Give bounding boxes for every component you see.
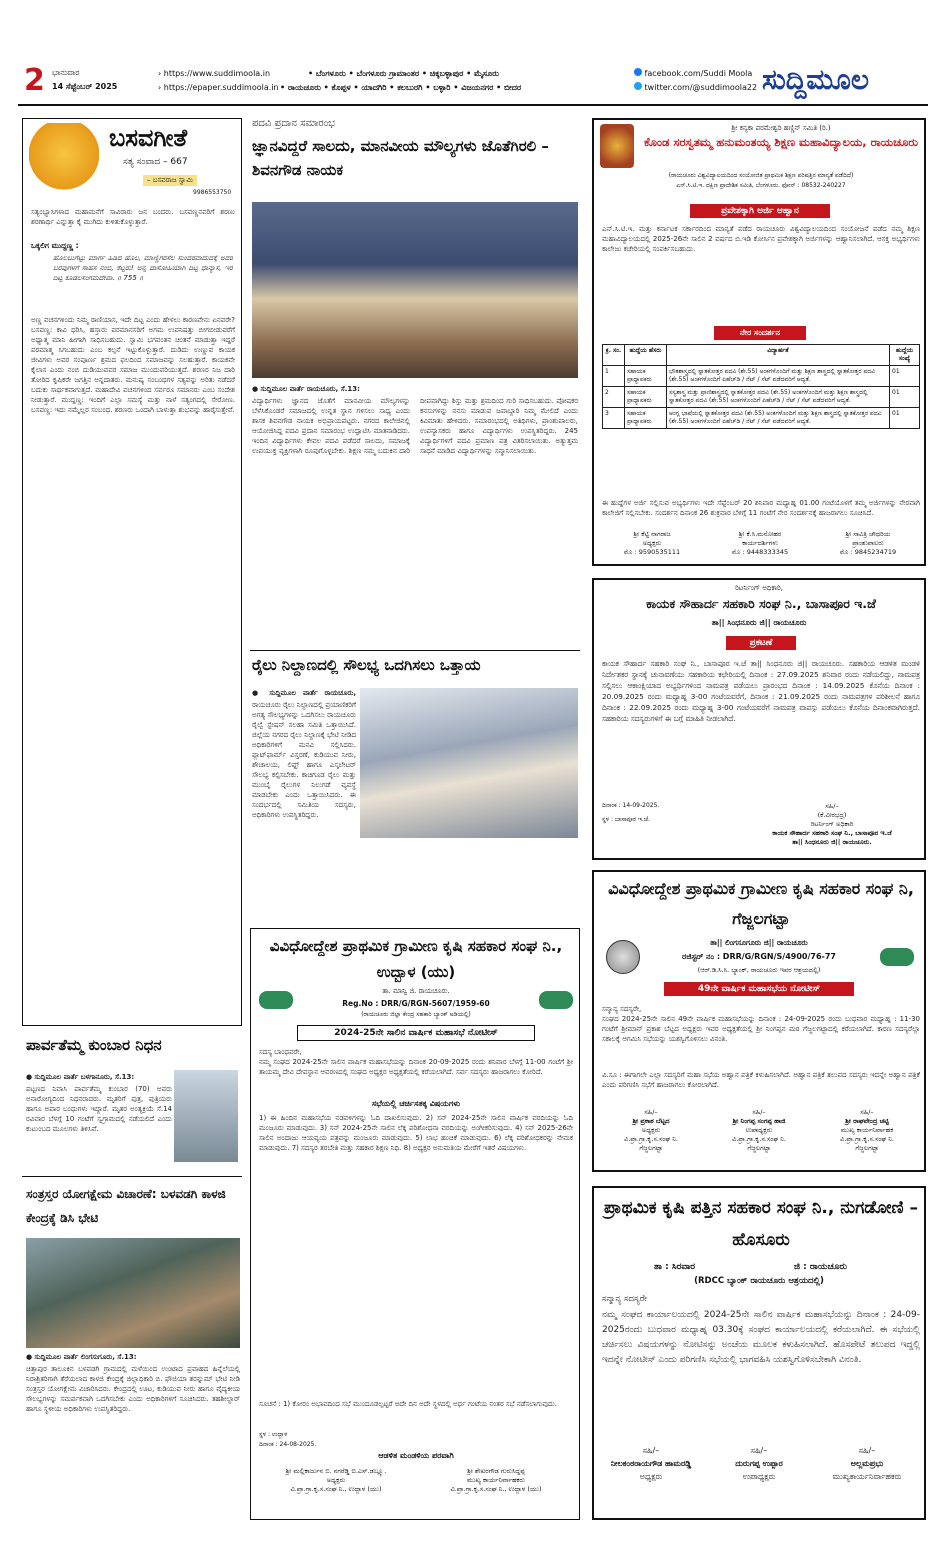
graduation-body: ವಿದ್ಯಾರ್ಥಿಗಳು ಜ್ಞಾನದ ಜೊತೆಗೆ ಮಾನವೀಯ ಮೌಲ್ಯಗಳನ್ನು ಬೆಳೆಸಿಕೊಂಡರೆ ಸಮಾಜದಲ್ಲಿ ಉನ್ನತ ಸ್ಥಾನ ಗಳಿಸಲು ಸಾಧ್ಯ ಎಂದು ಶಾಸಕ ಶಿವನಗೌಡ ನಾಯಕ ಅಭಿಪ್ರಾಯಪಟ್ಟರು. ನಗರದ ಕಾಲೇಜಿನಲ್ಲಿ ಆಯೋಜಿಸಿದ್ದ ಪದವಿ ಪ್ರದಾನ ಸಮಾರಂಭ ಉದ್ಘಾಟಿಸಿ ಮಾತನಾಡಿದರು. ಇಂದಿನ ವಿದ್ಯಾರ್ಥಿಗಳು ಕೇವಲ ಪದವಿ ಪಡೆದರೆ ಸಾಲದು, ಸಮಾಜಕ್ಕೆ ಉಪಯುಕ್ತ ವ್ಯಕ್ತಿಗಳಾಗಿ ರೂಪುಗೊಳ್ಳಬೇಕು. ಶಿಕ್ಷಣ ನಮ್ಮ ಬದುಕಿನ ದಾರಿ ದೀಪವಾಗಿದ್ದು ಶಿಸ್ತು ಮತ್ತು ಶ್ರಮದಿಂದ ಗುರಿ ಸಾಧಿಸಬಹುದು. ಪೋಷಕರ ಕನಸುಗಳನ್ನು ನನಸು ಮಾಡುವ ಜವಾಬ್ದಾರಿ ನಿಮ್ಮ ಮೇಲಿದೆ ಎಂದು ಕಿವಿಮಾತು ಹೇಳಿದರು. ಸಮಾರಂಭದಲ್ಲಿ ಅತಿಥಿಗಳು, ಪ್ರಾಂಶುಪಾಲರು, ಉಪನ್ಯಾಸಕರು ಹಾಗೂ ವಿದ್ಯಾರ್ಥಿಗಳು ಉಪಸ್ಥಿತರಿದ್ದರು. 245 ವಿದ್ಯಾರ್ಥಿಗಳಿಗೆ ಪದವಿ ಪ್ರಮಾಣ ಪತ್ರ ವಿತರಿಸಲಾಯಿತು. ಅತ್ಯುತ್ತಮ ಸಾಧನೆ ಮಾಡಿದ ವಿದ್ಯಾರ್ಥಿಗಳನ್ನು ಸನ್ಮಾನಿಸಲಾಯಿತು.: [252, 397, 578, 455]
issue-date: 14 ಸೆಪ್ಟೆಂಬರ್ 2025: [52, 82, 118, 91]
gejjal-sub2: (ಆರ್.ಡಿ.ಸಿ.ಸಿ. ಬ್ಯಾಂಕ್, ರಾಯಚೂರು ಇವರ ಆಶ್ರಯದಲ್ಲಿ): [697, 966, 821, 974]
rail-article: [250, 654, 580, 924]
basava-portrait: [29, 123, 99, 201]
table-cell: 01: [890, 387, 920, 408]
basava-column: [22, 118, 242, 1026]
col-header: ಕ್ರ. ಸಂ.: [603, 345, 625, 366]
twitter-icon: [634, 82, 642, 90]
udbal-place: ಸ್ಥಳ : ಉದ್ಬಾಳ: [259, 1431, 288, 1438]
udbal-sub2: (ರಾಯಚೂರು ಜಿಲ್ಲಾ ಕೇಂದ್ರ ಸಹಕಾರಿ ಬ್ಯಾಂಕ್ ಅಡಿಯಲ್ಲಿ): [361, 1011, 471, 1018]
vachana-text: ಹೊಲಬುಗೆಟ್ಟು ಮಾರ್ಗ ಹಿಡಿದ ಹೊಲ, ಮಾಣ್ಣಿಗರಸೆಲ ಸುಂದರವಾದುದಕ್ಕೆ ಅದರ ಬರವುಗಳಗೆ ಸಾಹಸ ನಂಬಿ, ಕೆಟ್ಟರು! ಅನ್ನ ದಾಸೋಹಿಯಾಗಿ ದಿಟ್ಟ ಧಾನ್ಯಾಸ, ಇರೆ ದಿಟ್ಟ ಕೂಡಲಸಂಗಮದೇವಾ. ॥ 755 ॥: [53, 254, 233, 282]
divider: [250, 650, 580, 651]
table-row: [603, 408, 920, 429]
arrow-icon: ›: [158, 69, 164, 78]
gejjal-sign-3: ಸಹಿ/– ಶ್ರೀ ರಾಘವೇಂದ್ರ ಚಟ್ಟಿ ಮುಖ್ಯ ಕಾರ್ಯನಿರ್ವಾಹಕ ವಿ.ಪ್ರಾ.ಗ್ರಾ.ಕೃ.ಸ.ಸಂಘ ನಿ. ಗೆಜ್ಜಲಗಟ್ಟಾ: [840, 1108, 894, 1152]
website-link[interactable]: › https://www.suddimoola.in: [158, 69, 271, 78]
masthead-divider: [18, 104, 928, 106]
facebook-icon: [634, 68, 642, 76]
gejjal-ad: [592, 870, 926, 1172]
basava-body: ಅಣ್ಣ ವಚನಗಳಿಂದು ನಿಮ್ಮ ರಾಣಿಯಾಸ, ಇದೇ ದಿಟ್ಟ ಎಂದು ಹೇಳಲು ಕಾರಣವೇನು ಏನವರೇ? ಬಸವಣ್ಣ: ಕಾವಿ ಧರಿಸಿ, ಹಸ್ತಾರು ಪರಮಾನಸರಿಗೆ ಅಗಮ ಉಪನಿಷತ್ತು ಬೀಗಬೀಡುವರೆಗೆ ಅಧ್ಯಾತ್ಮ ಮಾನಿ ಹೀಗಾಗಿ ಸಾಧಿಸಬಹುದು. ಸ್ವಾಮಿ ಭಗವಂತನ ಚಿಂತನೆ ಮಾಡುತ್ತಾ ಇದ್ದರೆ ಪರಮಾತ್ಮ ಸಿಗಬಹುದು ಎಂಬ ಕಲ್ಪನೆ ಇಟ್ಟುಕೊಳ್ಳುತ್ತಾರೆ. ದುಡಿದು ಉಣ್ಣುವ ಕಾಯಕ ಜೀವಿಗಳು ಅವರ ಸಂಪೂರ್ಣ ಶ್ರಮದ ಫಲದಿಂದ ಸಮಾಜವನ್ನು ಸಲಹುತ್ತಾರೆ. ಕಾಯಕವೇ ಕೈಲಾಸ ಎಂದು ನಂಬಿ ದುಡಿಯುವವರ ಸಮಾಜ ಮುಂದುವರಿಯುತ್ತದೆ. ಶರಣರ ನಿಜ ದಾರಿ ತೋರಿದ ಕೃಷಿಕರೇ ಜಗತ್ತಿನ ಅನ್ನದಾತರು. ಮನುಷ್ಯ ಸಂಬಂಧಗಳ ಸತ್ಯವನ್ನು ಅರಿತು ನಡೆದರೆ ಬದುಕು ಸಾರ್ಥಕವಾಗುತ್ತದೆ. ಮಹಾದೇವಿ ವಚನಗಳಿಂದ ಸರ್ವರೂ ಸಮಾನರು ಎಂಬ ಸಂದೇಶ ನೀಡುತ್ತಾರೆ. ಮುದ್ದಣ್ಣ: ಇಂದಿಗೆ ಎಲ್ಲಾ ಸಮಸ್ಯೆ ಮತ್ತು ನಾಳೆ ಸತ್ಯಂಗದಲ್ಲಿ ಸೇರೋಣ. ಬಸವಣ್ಣ: ಇದು ನಮ್ಮೆಲ್ಲರ ಸಂಬಂಧ. ಶರಣರು ಒಂದಾಗಿ ಬಾಳುತ್ತಾ ಶುಭವನ್ನು ಹಾರೈಸುತ್ತೇವೆ.: [31, 316, 235, 414]
rail-photo: [360, 688, 578, 838]
college-banner: ಪ್ರವೇಶಕ್ಕಾಗಿ ಅರ್ಜಿ ಆಹ್ವಾನ: [690, 204, 830, 218]
basava-author: – ಬಸವರಾಜ ಸ್ವಾಮಿ: [143, 175, 197, 186]
kayaka-sub: ತಾ|| ಸಿಂಧನೂರು ಜಿ|| ರಾಯಚೂರು: [711, 618, 807, 627]
rail-dateline: ● ಸುದ್ದಿಮೂಲ ವಾರ್ತೆ ರಾಯಚೂರು,: [252, 689, 356, 697]
kayaka-body: ಕಾಯಕ ಸೌಹಾರ್ದ ಸಹಕಾರಿ ಸಂಘ ನಿ., ಬಾಸಾಪೂರ ಇ.ಜೆ ತಾ|| ಸಿಂಧನೂರು ಜಿ|| ರಾಯಚೂರು. ಸಹಕಾರಿಯ ಆಡಳಿತ ಮಂಡಳಿ ನಿರ್ದೇಶಕರ ಸ್ಥಾನಕ್ಕೆ ಚುನಾವಣೆಯು ಸಹಕಾರಿಯ ಕಛೇರಿಯಲ್ಲಿ ದಿನಾಂಕ : 27.09.2025 ಶನಿವಾರ ರಂದು ನಡೆಯಲಿದ್ದು, ನಾಮಪತ್ರ ಸಲ್ಲಿಸಲು ಆಕಾಂಕ್ಷಿಯಾದ ಅಭ್ಯರ್ಥಿಗಳಿಂದ ನಾಮಪತ್ರ ಪಡೆಯಲು ಪ್ರಾರಂಭದ ದಿನಾಂಕ : 14.09.2025 ಕೊನೆಯ ದಿನಾಂಕ : 20.09.2025 ರಂದು ಮಧ್ಯಾಹ್ನ 3-00 ಗಂಟೆಯವರೆಗೆ, ದಿನಾಂಕ : 21.09.2025 ರಂದು ನಾಮಪತ್ರಗಳ ಪರಿಶೀಲನೆ ಹಾಗೂ ದಿನಾಂಕ : 22.09.2025 ರಂದು ಮಧ್ಯಾಹ್ನ 3-00 ಗಂಟೆಯವರೆಗೆ ನಾಮಪತ್ರ ವಾಪಸ್ಸು ಪಡೆಯಲು ಕೊನೆಯ ದಿನಾಂಕವಾಗಿರುತ್ತದೆ. ಸಹಕಾರಿಯ ಸದಸ್ಯರುಗಳಿಗೆ ಈ ಬಗ್ಗೆ ಮಾಹಿತಿ ನೀಡಲಾಗಿದೆ.: [602, 659, 920, 723]
college-sign-2: ಶ್ರೀ ಕೆ.ಸಿ.ಮನೋಹರ ಕಾರ್ಯದರ್ಶಿಗಳು ಮೊ : 9448333345: [731, 530, 789, 556]
udbal-sign-1: ಶ್ರೀ ಮಲ್ಲಿಕಾರ್ಜುನ ಬಿ. ನಗರೆಡ್ಡಿ ಬಿ.ಎಸ್.ಡಬ್ಲ್ಯೂ. ಅಧ್ಯಕ್ಷರು ವಿ.ಪ್ರಾ.ಗ್ರಾ.ಕೃ.ಸ.ಸಂಘ ನಿ., ಉದ್ಬಾಳ (ಯು): [285, 1467, 387, 1493]
col-header: ವಿದ್ಯಾರ್ಹತೆ: [667, 345, 890, 366]
pkps-sub2: (RDCC ಬ್ಯಾಂಕ್ ರಾಯಚೂರು ಆಶ್ರಯದಲ್ಲಿ): [694, 1276, 824, 1286]
pkps-salutation: ಸನ್ಮಾನ್ಯ ಸದಸ್ಯರೇ: [602, 1294, 647, 1304]
issue-day: ಭಾನುವಾರ: [52, 68, 80, 77]
udbal-title: ವಿವಿಧೋದ್ದೇಶ ಪ್ರಾಥಮಿಕ ಗ್ರಾಮೀಣ ಕೃಷಿ ಸಹಕಾರ ಸಂಘ ನಿ., ಉದ್ಬಾಳ (ಯು): [269, 937, 563, 981]
obituary-headline: ಪಾರ್ವತೆಮ್ಮ ಕುಂಬಾರ ನಿಧನ: [26, 1036, 162, 1054]
paper-logo: ಸುದ್ದಿಮೂಲ: [762, 63, 870, 96]
table-cell: 01: [890, 408, 920, 429]
graduation-dateline: ● ಸುದ್ದಿಮೂಲ ವಾರ್ತೆ ರಾಯಚೂರು, ಸೆ.13:: [252, 385, 360, 393]
graduation-kicker: ಪದವಿ ಪ್ರದಾನ ಸಮಾರಂಭ: [252, 118, 335, 129]
pkps-sign-3: ಸಹಿ/– ಅಲ್ಲಮಪ್ರಭು ಮುಖ್ಯಕಾರ್ಯನಿರ್ವಾಹಕರು: [832, 1446, 902, 1481]
pkps-title: ಪ್ರಾಥಮಿಕ ಕೃಷಿ ಪತ್ತಿನ ಸಹಕಾರ ಸಂಘ ನಿ., ನುಗಡೋಣಿ – ಹೊಸೂರು: [603, 1198, 919, 1250]
udbal-intro: ನಮ್ಮ ಸಂಘದ 2024-25ನೇ ಸಾಲಿನ ವಾರ್ಷಿಕ ಮಹಾಸಭೆಯನ್ನು ದಿನಾಂಕ 20-09-2025 ರಂದು ಶನಿವಾರ ಬೆಳಗ್ಗೆ 11-00 ಗಂಟೆಗೆ ಶ್ರೀ ತಾಯಮ್ಮ ದೇವಿ ದೇವಸ್ಥಾನ ಆವರಣದಲ್ಲಿ ಸಂಘದ ಅಧ್ಯಕ್ಷರ ಅಧ್ಯಕ್ಷತೆಯಲ್ಲಿ ಕರೆಯಲಾಗಿದೆ. ಸರ್ವ ಸದಸ್ಯರು ಹಾಜರಾಗಲು ಕೋರಿದೆ.: [259, 1058, 573, 1076]
table-cell: 3: [603, 408, 625, 429]
obituary-dateline: ● ಸುದ್ದಿಮೂಲ ವಾರ್ತೆ ಬಳಗಾನೂರು, ಸೆ.13:: [26, 1073, 135, 1081]
gejjal-sign-1: ಸಹಿ/– ಶ್ರೀ ಪ್ರಕಾಶ ಬೆಟ್ಟದ ಅಧ್ಯಕ್ಷರು ವಿ.ಪ್ರಾ.ಗ್ರಾ.ಕೃ.ಸ.ಸಂಘ ನಿ. ಗೆಜ್ಜಲಗಟ್ಟಾ: [624, 1108, 678, 1152]
divider: [22, 1176, 242, 1177]
college-sign-3: ಶ್ರೀ ಸಾವಿತ್ರಿ ಚೌಧರಿಯ ಪ್ರಾಂಶುಪಾಲರು ಮೊ : 9845234719: [839, 530, 897, 556]
udbal-salutation: ಸದಸ್ಯ ಬಾಂಧವರೇ,: [259, 1048, 302, 1056]
kayaka-place: ಸ್ಥಳ : ಬಾಸಾಪೂರ ಇ.ಜೆ.: [602, 816, 650, 823]
table-cell: ಆಂಗ್ಲ ಭಾಷೆಯಲ್ಲಿ ಸ್ನಾತಕೋತ್ತರ ಪದವಿ (ಶೇ.55) ಅಂಕಗಳೊಂದಿಗೆ ಮತ್ತು ಶಿಕ್ಷಣ ಶಾಸ್ತ್ರದಲ್ಲಿ ಸ್ನಾತಕೋತ್ತರ ಪದವಿ (ಶೇ.55) ಅಂಕಗಳೊಂದಿಗೆ ಪಿಹೆಚ್‌ಡಿ / ನೆಟ್ / ಸೆಟ್ ಪಡೆದವರಿಗೆ ಆದ್ಯತೆ.: [667, 408, 890, 429]
udbal-by-order: ಆಡಳಿತ ಮಂಡಳಿಯ ಪರವಾಗಿ: [378, 1451, 454, 1460]
table-row: [603, 366, 920, 387]
table-cell: ಭೌತಶಾಸ್ತ್ರದಲ್ಲಿ ಸ್ನಾತಕೋತ್ತರ ಪದವಿ (ಶೇ.55) ಅಂಕಗಳೊಂದಿಗೆ ಮತ್ತು ಶಿಕ್ಷಣ ಶಾಸ್ತ್ರದಲ್ಲಿ ಸ್ನಾತಕೋತ್ತರ ಪದವಿ (ಶೇ.55) ಅಂಕಗಳೊಂದಿಗೆ ಪಿಹೆಚ್‌ಡಿ / ನೆಟ್ / ಸೆಟ್ ಪಡೆದವರಿಗೆ ಆದ್ಯತೆ.: [667, 366, 890, 387]
vacancy-table: [602, 344, 920, 429]
twitter-link[interactable]: twitter.com/@suddimoola22: [634, 82, 757, 93]
obituary: [22, 1036, 242, 1174]
table-header-row: [603, 345, 920, 366]
graduation-article: [250, 118, 580, 648]
udbal-sign-2: ಶ್ರೀ ಶೇಖರಗೌಡ ಗುರುಸಿದ್ದಪ್ಪ ಮುಖ್ಯ ಕಾರ್ಯನಿರ್ವಾಹಕರು ವಿ.ಪ್ರಾ.ಗ್ರಾ.ಕೃ.ಸ.ಸಂಘ ನಿ., ಉದ್ಬಾಳ (ಯು): [450, 1467, 542, 1493]
college-footer: ಈ ಹುದ್ದೆಗಳ ಅರ್ಜಿ ಸಲ್ಲಿಸುವ ಅಭ್ಯರ್ಥಿಗಳು ಇದೇ ಸೆಪ್ಟೆಂಬರ್ 20 ಶನಿವಾರ ಮಧ್ಯಾಹ್ನ 01.00 ಗಂಟೆಯೊಳಗೆ ತಮ್ಮ ಅರ್ಜಿಗಳನ್ನು ನೇರವಾಗಿ ಕಾಲೇಜಿಗೆ ಸಲ್ಲಿಸಬೇಕು. ಸಂದರ್ಶನ ದಿನಾಂಕ 26 ಶುಕ್ರವಾರ ಬೆಳಿಗ್ಗೆ 11 ಗಂಟೆಗೆ ನೇರ ಸಂದರ್ಶನಕ್ಕೆ ಹಾಜರಾಗಲು ಸೂಚಿಸಿದೆ.: [602, 499, 920, 517]
gejjal-salutation: ಸನ್ಮಾನ್ಯ ಸದಸ್ಯರೇ,: [602, 1005, 642, 1013]
dc-visit-photo: [26, 1238, 240, 1348]
table-cell: ಸಹಾಯಕ ಪ್ರಾಧ್ಯಾಪಕರು: [625, 387, 667, 408]
graduation-headline: ಜ್ಞಾನವಿದ್ದರೆ ಸಾಲದು, ಮಾನವೀಯ ಮೌಲ್ಯಗಳು ಜೊತೆಗಿರಲಿ – ಶಿವನಗೌಡ ನಾಯಕ: [252, 137, 549, 179]
udbal-sub1: ತಾ. ಮಾನ್ವಿ ಜಿ. ರಾಯಚೂರು.: [382, 987, 450, 995]
table-cell: 2: [603, 387, 625, 408]
pkps-body: ನಮ್ಮ ಸಂಘದ ಕಾರ್ಯಾಲಯದಲ್ಲಿ 2024-25ನೇ ಸಾಲಿನ ವಾರ್ಷಿಕ ಮಹಾಸಭೆಯನ್ನು ದಿನಾಂಕ : 24-09-2025ರಂದು ಬುಧವಾರ ಮಧ್ಯಾಹ್ನ 03.30ಕ್ಕೆ ಸಂಘದ ಕಾರ್ಯಾಲಯದಲ್ಲಿ ಕರೆಯಲಾಗಿದೆ. ಈ ಸಭೆಯಲ್ಲಿ ಚರ್ಚಿಸಲು ವಿಷಯಗಳನ್ನು ನೋಟಿಸನ್ನು ಅಂಚೆಯ ಮೂಲಕ ಕಳುಹಿಸಲಾಗಿದೆ. ಹೊಸಪೇಟೆ ತಲುಪದ ಇದ್ದಲ್ಲಿ ಇದನ್ನೇ ನೋಟೀಸ್ ಎಂದು ಪರಿಗಣಿಸಿ ಸಭೆಯಲ್ಲಿ ಭಾಗವಹಿಸಿ ಯಶಸ್ವಿಗೊಳಿಸಬೇಕಾಗಿ ವಿನಂತಿ.: [602, 1310, 920, 1365]
pkps-ad: [592, 1186, 926, 1520]
deity-image: [600, 124, 634, 168]
page-number: 2: [24, 63, 45, 98]
kayaka-kicker: ರಿಟರ್ನಿಂಗ್ ಅಧಿಕಾರಿ,: [735, 584, 783, 592]
gejjal-banner: 49ನೇ ವಾರ್ಷಿಕ ಮಹಾಸಭೆಯ ನೋಟೀಸ್: [664, 982, 854, 996]
facebook-link[interactable]: facebook.com/Suddi Moola: [634, 68, 752, 79]
udbal-notice-banner: 2024-25ನೇ ಸಾಲಿನ ವಾರ್ಷಿಕ ಮಹಾಸಭೆ ನೋಟೀಸ್: [297, 1025, 535, 1041]
college-ad: [592, 118, 926, 566]
dc-visit-headline: ಸಂತ್ರಸ್ತರ ಯೋಗಕ್ಷೇಮ ವಿಚಾರಣೆ: ಬಳವಡಗಿ ಕಾಳಜಿ ಕೇಂದ್ರಕ್ಕೆ ಡಿಸಿ ಭೇಟಿ: [26, 1187, 226, 1225]
udbal-notice: [250, 928, 580, 1520]
gejjal-reg: ರಜಿಸ್ಟರ್ ನಂ : DRR/G/RGN/S/4900/76-77: [682, 952, 836, 961]
col-header: ಹುದ್ದೆಯ ಸಂಖ್ಯೆ: [890, 345, 920, 366]
udbal-note: ಸೂಚನೆ : 1) ಕೋರಂ ಅಭಾವದಿಂದ ಸಭೆ ಮುಂದೂಡಲ್ಪಟ್ಟರೆ ಅದೇ ದಿನ ಅದೇ ಸ್ಥಳದಲ್ಲಿ ಅರ್ಧ ಗಂಟೆಯ ನಂತರ ಸಭೆ ನಡೆಸಲಾಗುವುದು.: [259, 1400, 557, 1408]
table-cell: ಸಹಾಯಕ ಪ್ರಾಧ್ಯಾಪಕರು: [625, 366, 667, 387]
kayaka-date: ದಿನಾಂಕ : 14-09-2025.: [602, 802, 660, 809]
basava-subtitle: ಸತ್ಯ ಸಂವಾದ – 667: [123, 157, 188, 167]
interview-banner: ನೇರ ಸಂದರ್ಶನ: [714, 326, 806, 340]
kayaka-banner: ಪ್ರಕಟಣೆ: [726, 636, 796, 650]
pkps-sign-2: ಸಹಿ/– ದುರುಗಪ್ಪ ಉಪ್ಪಾರ ಉಪಾಧ್ಯಕ್ಷರು: [735, 1446, 783, 1481]
table-cell: 01: [890, 366, 920, 387]
gejjal-note: ವಿ.ಸೂ : ಈಗಾಗಲೇ ಎಲ್ಲಾ ಸದಸ್ಯರಿಗೆ ಮಹಾ ಸಭೆಯ ಅಹ್ವಾನ ಪತ್ರಿಕೆ ಕಳುಹಿಸಲಾಗಿದೆ. ಅಹ್ವಾನ ಪತ್ರಿಕೆ ತಲುಪದ ಸದಸ್ಯರು ಇದನ್ನೇ ಅಹ್ವಾನ ಪತ್ರಿಕೆ ಎಂದು ಪರಿಗಣಿಸಿ ಸಭೆಗೆ ಹಾಜರಾಗಲು ಕೋರಲಾಗಿದೆ.: [602, 1071, 920, 1089]
table-cell: ಸಹಾಯಕ ಪ್ರಾಧ್ಯಾಪಕರು: [625, 408, 667, 429]
college-body: ಎನ್.ಸಿ.ಟಿ.ಇ. ಮತ್ತು ಕರ್ನಾಟಕ ಸರ್ಕಾರದಿಂದ ಮಾನ್ಯತೆ ಪಡೆದ ರಾಯಚೂರು ವಿಶ್ವವಿದ್ಯಾಲಯದಿಂದ ಸಂಯೋಜನೆ ಪಡೆದ ನಮ್ಮ ಶಿಕ್ಷಣ ಮಹಾವಿದ್ಯಾಲಯದಲ್ಲಿ 2025-26ನೇ ಸಾಲಿನ 2 ವರ್ಷದ ಬಿ.ಇಡಿ ಕೋರ್ಸಿನ ಪ್ರವೇಶಕ್ಕಾಗಿ ಅರ್ಜಿಗಳನ್ನು ಆಹ್ವಾನಿಸಲಾಗಿದೆ. ಆಸಕ್ತ ಅಭ್ಯರ್ಥಿಗಳು ಕಾಲೇಜು ಕಚೇರಿಯಲ್ಲಿ ಸಂಪರ್ಕಿಸಬಹುದು.: [602, 225, 920, 253]
rail-headline: ರೈಲು ನಿಲ್ದಾಣದಲ್ಲಿ ಸೌಲಭ್ಯ ಒದಗಿಸಲು ಒತ್ತಾಯ: [252, 656, 481, 674]
graduation-photo: [252, 202, 578, 378]
table-cell: ಸಸ್ಯಶಾಸ್ತ್ರ ಮತ್ತು ಪ್ರಾಣಿಶಾಸ್ತ್ರದಲ್ಲಿ ಸ್ನಾತಕೋತ್ತರ ಪದವಿ (ಶೇ.55) ಅಂಕಗಳೊಂದಿಗೆ ಮತ್ತು ಶಿಕ್ಷಣ ಶಾಸ್ತ್ರದಲ್ಲಿ ಸ್ನಾತಕೋತ್ತರ ಪದವಿ (ಶೇ.55) ಅಂಕಗಳೊಂದಿಗೆ ಪಿಹೆಚ್‌ಡಿ / ನೆಟ್ / ಸೆಟ್ ಪಡೆದವರಿಗೆ ಆದ್ಯತೆ.: [667, 387, 890, 408]
rail-body: ರಾಯಚೂರು ರೈಲು ನಿಲ್ದಾಣದಲ್ಲಿ ಪ್ರಯಾಣಿಕರಿಗೆ ಅಗತ್ಯ ಸೌಲಭ್ಯಗಳನ್ನು ಒದಗಿಸಲು ರಾಯಚೂರು ರೈಲ್ವೆ ಸ್ಟೇಷನ್ ಸಲಹಾ ಸಮಿತಿ ಒತ್ತಾಯಿಸಿದೆ. ಜಿಲ್ಲೆಯ ನಗರದ ರೈಲು ನಿಲ್ದಾಣಕ್ಕೆ ಭೇಟಿ ನೀಡಿದ ಅಧಿಕಾರಿಗಳಿಗೆ ಮನವಿ ಸಲ್ಲಿಸಿದರು. ಪ್ಲಾಟ್‌ಫಾರ್ಮ್ ವಿಸ್ತರಣೆ, ಕುಡಿಯುವ ನೀರು, ಶೌಚಾಲಯ, ಲಿಫ್ಟ್ ಹಾಗೂ ಎಸ್ಕಲೇಟರ್ ಸೌಲಭ್ಯ ಕಲ್ಪಿಸಬೇಕು. ಕಾಚಿಗೂಡ ರೈಲು ಮತ್ತು ಮುಂಬೈ ರೈಲುಗಳ ನಿಲುಗಡೆ ವ್ಯವಸ್ಥೆ ಮಾಡಬೇಕು ಎಂದು ಒತ್ತಾಯಿಸಿದರು. ಈ ಸಂದರ್ಭದಲ್ಲಿ ಸಮಿತಿಯ ಸದಸ್ಯರು, ಅಧಿಕಾರಿಗಳು ಉಪಸ್ಥಿತರಿದ್ದರು.: [252, 701, 356, 819]
udbal-date: ದಿನಾಂಕ : 24-08-2025.: [259, 1441, 317, 1448]
obituary-photo: [174, 1070, 238, 1162]
college-trust: ಶ್ರೀ ಕನ್ಯಕಾ ಪರಮೇಶ್ವರಿ ಹಣ್ಣಿನ್ ಸಮಿತಿ (ರಿ.): [731, 124, 831, 132]
college-name: ಕೊಂಡ ಸರಸ್ವತಮ್ಮ ಹನುಮಂತಯ್ಯ ಶಿಕ್ಷಣ ಮಹಾವಿದ್ಯಾಲಯ, ರಾಯಚೂರು: [643, 135, 919, 149]
udbal-agenda: 1) ಈ ಹಿಂದಿನ ಮಹಾಸಭೆಯ ನಡವಳಿಗಳನ್ನು ಓದಿ ದಾಖಲಿಸುವುದು. 2) ಸನ್ 2024-25ನೇ ಸಾಲಿನ ವಾರ್ಷಿಕ ವರದಿಯನ್ನು ಓದಿ ಮಂಜೂರು ಮಾಡುವುದು. 3) ಸನ್ 2024-25ನೇ ಸಾಲಿನ ಲೆಕ್ಕ ಪರಿಶೋಧನಾ ವರದಿಯನ್ನು ಅಂಗೀಕರಿಸುವುದು. 4) ಸನ್ 2025-26ನೇ ಸಾಲಿನ ಅಂದಾಜು ಆಯವ್ಯಯ ಪತ್ರವನ್ನು ಮಂಜೂರು ಮಾಡುವುದು. 5) ಲಾಭ ಹಂಚಿಕೆ ಮಾಡುವುದು. 6) ಲೆಕ್ಕ ಪರಿಶೋಧಕರನ್ನು ನೇಮಕ ಮಾಡುವುದು. 7) ಸದಸ್ಯರ ತರಬೇತಿ ಮತ್ತು ಸಹಕಾರ ಶಿಕ್ಷಣ ನಿಧಿ. 8) ಅಧ್ಯಕ್ಷರ ಅನುಮತಿಯ ಮೇರೆಗೆ ಇತರೆ ವಿಷಯಗಳು.: [259, 1114, 573, 1152]
dc-visit-body: ಚಿತ್ತಾಪುರ ತಾಲೂಕಿನ ಬಳವಡಗಿ ಗ್ರಾಮದಲ್ಲಿ ಮಳೆಯಿಂದ ಉಂಟಾದ ಪ್ರವಾಹದ ಹಿನ್ನೆಲೆಯಲ್ಲಿ ನಿರಾಶ್ರಿತರಿಗಾಗಿ ತೆರೆಯಲಾದ ಕಾಳಜಿ ಕೇಂದ್ರಕ್ಕೆ ಜಿಲ್ಲಾಧಿಕಾರಿ ಬಿ. ಫೌಜಿಯಾ ತರನ್ನುಮ್ ಭೇಟಿ ನೀಡಿ ಸಂತ್ರಸ್ತರ ಯೋಗಕ್ಷೇಮ ವಿಚಾರಿಸಿದರು. ಕೇಂದ್ರದಲ್ಲಿ ಊಟ, ಕುಡಿಯುವ ನೀರು ಹಾಗೂ ವೈದ್ಯಕೀಯ ಸೌಲಭ್ಯಗಳನ್ನು ಸಮರ್ಪಕವಾಗಿ ಒದಗಿಸಬೇಕು ಎಂದು ಅಧಿಕಾರಿಗಳಿಗೆ ಸೂಚಿಸಿದರು. ತಹಶೀಲ್ದಾರ್ ಹಾಗೂ ಸ್ಥಳೀಯ ಅಧಿಕಾರಿಗಳು ಉಪಸ್ಥಿತರಿದ್ದರು.: [26, 1365, 240, 1413]
kayaka-title: ಕಾಯಕ ಸೌಹಾರ್ದ ಸಹಕಾರಿ ಸಂಘ ನಿ., ಬಾಸಾಪೂರ ಇ.ಜೆ: [646, 596, 876, 611]
dc-visit-dateline: ● ಸುದ್ದಿಮೂಲ ವಾರ್ತೆ ಲಿಂಗಸುಗೂರು, ಸೆ.13:: [26, 1353, 137, 1361]
rail-caption: [360, 842, 578, 918]
pkps-sub-right: ಜಿ : ರಾಯಚೂರು: [794, 1262, 848, 1272]
college-sign-1: ಶ್ರೀ ಕೆಟ್ಟಿ ನಾಗರಾಜ ಅಧ್ಯಕ್ಷರು ಮೊ : 9590535111: [623, 530, 681, 556]
gejjal-title: ವಿವಿಧೋದ್ದೇಶ ಪ್ರಾಥಮಿಕ ಗ್ರಾಮೀಣ ಕೃಷಿ ಸಹಕಾರ ಸಂಘ ನಿ, ಗೆಜ್ಜಲಗಟ್ಟಾ: [608, 879, 914, 928]
table-cell: 1: [603, 366, 625, 387]
vachana-label: ಒಕ್ಕಲಿಗ ಮುದ್ದಣ್ಣ :: [31, 241, 79, 250]
kayaka-ad: [592, 578, 926, 860]
college-affiliation: (ರಾಯಚೂರು ವಿಶ್ವವಿದ್ಯಾಲಯದಿಂದ ಸಂಯೋಜಿತ ಪ್ರಾಥಮಿಕ ಶಿಕ್ಷಣ ಪರಿಷತ್ತಿನ ಮಾನ್ಯತೆ ಪಡೆದಿದೆ): [668, 172, 854, 179]
arrow-icon: ›: [158, 83, 164, 92]
gejjal-sign-2: ಸಹಿ/– ಶ್ರೀ ನಿಂಗಪ್ಪ ಸಂಗಪ್ಪ ಹಾಜಿ ಉಪಾಧ್ಯಕ್ಷರು ವಿ.ಪ್ರಾ.ಗ್ರಾ.ಕೃ.ಸ.ಸಂಘ ನಿ. ಗೆಜ್ಜಲಗಟ್ಟಾ: [732, 1108, 786, 1152]
gejjal-body: ಸಂಘದ 2024-25ನೇ ಸಾಲಿನ 49ನೇ ವಾರ್ಷಿಕ ಮಹಾಸಭೆಯನ್ನು ದಿನಾಂಕ : 24-09-2025 ರಂದು ಬುಧವಾರ ಮಧ್ಯಾಹ್ನ : 11-30 ಗಂಟೆಗೆ ಶ್ರೀಮಾನ್ ಪ್ರಕಾಶ ಬೆಟ್ಟದ ಅಧ್ಯಕ್ಷರು ಇವರ ಅಧ್ಯಕ್ಷತೆಯಲ್ಲಿ ಶ್ರೀ ನಿಂಗಪ್ಪನ ಮಠ ಗೆಜ್ಜಲಗಟ್ಟಾದಲ್ಲಿ ಕರೆಯಲಾಗಿದೆ. ಕಾರಣ ಸದಸ್ಯರೆಲ್ಲಾ ಸಕಾಲಕ್ಕೆ ಆಗಮಿಸಿ ಸಭೆಯನ್ನು ಯಶಸ್ವಿಗೊಳಿಸಲು ವಿನಂತಿ.: [602, 1015, 920, 1043]
kayaka-sign: ಸಹಿ/– (ಕೆ.ವೀರಭದ್ರ) ರಿಟರ್ನಿಂಗ್ ಅಧಿಕಾರಿ ಕಾಯಕ ಸೌಹಾರ್ದ ಸಹಕಾರಿ ಸಂಘ ನಿ., ಬಾಸಾಪೂರ ಇ.ಜೆ ತಾ|| ಸಿಂಧನೂರು ಜಿ|| ರಾಯಚೂರು.: [772, 802, 892, 846]
pkps-sign-1: ಸಹಿ/– ನೀಲಕಂಠರಾಯಗೌಡ ಹಾಮರಡ್ಡಿ ಅಧ್ಯಕ್ಷರು: [610, 1446, 692, 1481]
cities-row-1: • ಬೆಂಗಳೂರು • ಬೆಂಗಳೂರು ಗ್ರಾಮಾಂತರ • ಚಿಕ್ಕಬಳ್ಳಾಪುರ • ಮೈಸೂರು: [308, 69, 499, 78]
col-header: ಹುದ್ದೆಯ ಹೆಸರು: [625, 345, 667, 366]
pkps-sub-left: ತಾ : ಸಿರವಾರ: [654, 1262, 696, 1272]
dc-visit-article: [22, 1180, 242, 1520]
basava-phone: 9986553750: [193, 189, 232, 196]
udbal-reg: Reg.No : DRR/G/RGN-5607/1959-60: [342, 999, 490, 1008]
masthead: [18, 62, 928, 102]
basava-title: ಬಸವಗೀತೆ: [109, 124, 188, 152]
epaper-link[interactable]: › https://epaper.suddimoola.in: [158, 83, 279, 92]
cities-row-2: • ರಾಯಚೂರು • ಕೊಪ್ಪಳ • ಯಾದಗಿರಿ • ಕಲಬುರಗಿ • ಬಳ್ಳಾರಿ • ವಿಜಯನಗರ • ಬೀದರ: [280, 83, 522, 92]
gejjal-sub: ತಾ|| ಲಿಂಗಸೂಗೂರು ಜಿ|| ರಾಯಚೂರು: [710, 938, 808, 947]
basava-intro: ಸತ್ಯಂಭ್ಯಾಸಿಗಳಾದ ಮಹಾಮನೆಗೆ ಸಾವಿರಾರು ಜನ ಬಂದರು. ಬಸವಣ್ಣನವರಿಗೆ ಶರಣು ಶರಣಾರ್ಥಿ ಎನ್ನುತ್ತಾ ಕೈ ಮುಗಿದು ಕುಳಿತುಕೊಳ್ಳುತ್ತಾರೆ.: [31, 208, 235, 226]
obituary-body: ಪಟ್ಟಣದ ನಿವಾಸಿ ಪಾರ್ವತೆಮ್ಮ ಕುಂಬಾರ (70) ಅವರು ಅನಾರೋಗ್ಯದಿಂದ ನಿಧನರಾದರು. ಮೃತರಿಗೆ ಪುತ್ರ, ಪುತ್ರಿಯರು ಹಾಗೂ ಅಪಾರ ಬಂಧುಗಳು ಇದ್ದಾರೆ. ಮೃತರ ಅಂತ್ಯಕ್ರಿಯೆ ಸೆ.14 ರವಿವಾರ ಬೆಳಗ್ಗೆ 10 ಗಂಟೆಗೆ ಸ್ವಗ್ರಾಮದಲ್ಲಿ ನಡೆಯಲಿದೆ ಎಂದು ಕುಟುಂಬದ ಮೂಲಗಳು ತಿಳಿಸಿವೆ.: [26, 1085, 172, 1133]
table-row: [603, 387, 920, 408]
college-address: ಎನ್.ಸಿ.ಟಿ.ಇ. ದಕ್ಷಿಣ ಪ್ರಾದೇಶಿಕ ಸಮಿತಿ, ಬೆಂಗಳೂರು. ಫೋನ್ : 08532-240227: [676, 182, 846, 189]
udbal-agenda-title: ಸಭೆಯಲ್ಲಿ ಚರ್ಚಿಸತಕ್ಕ ವಿಷಯಗಳು: [371, 1099, 461, 1108]
